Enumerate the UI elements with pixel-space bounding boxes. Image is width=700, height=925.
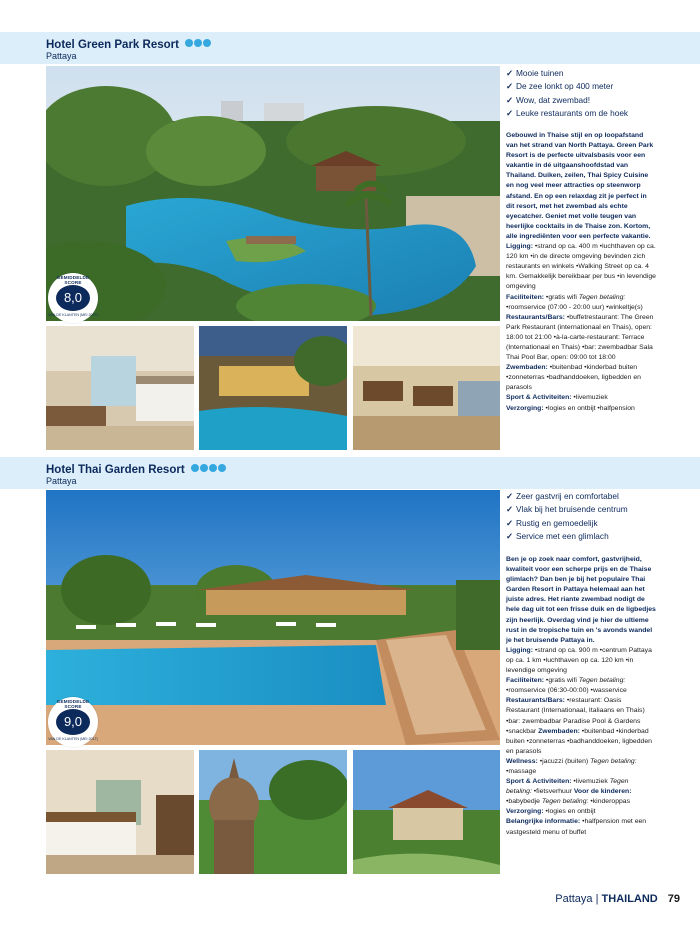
- list-item: ✓ Mooie tuinen: [506, 67, 628, 80]
- hotel2-description: Ben je op zoek naar comfort, gastvrijheid, kwaliteit voor een scherpe prijs en de Thaise glimlach? Dan ben je bij het populaire Thai Garden Resort in Pattaya helemaal aan het juiste adres. Het riante zwembad nodigt de hele dag uit tot een frisse duik en de ligbedjes zijn heerlijk. Overdag vind je hier de ultieme rust in de tropische tuin en 's avonds wandel je het bruisende Pattaya in. Ligging: •strand op ca. 900 m •centrum Pattaya op ca. 1 km •luchthaven op ca. 120 km •in levendige omgeving Faciliteiten: •gratis wifi Tegen betaling: •roomservice (06:30-00:00) •wasservice Restaurants/Bars: •restaurant: Oasis Restaurant (Internationaal, Italiaans en Thais) •bar: zwembadbar Paradise Pool & Gardens •snackbar Zwembaden: •buitenbad •kinderbad buiten •zonneterras •badhanddoeken, ligbedden en parasols Wellness: •jacuzzi (buiten) Tegen betaling: •massage Sport & Activiteiten: •livemuziek Tegen betaling: •fietsverhuur Voor de kinderen: •babybedje Tegen betaling: •kinderoppas Verzorging: •logies en ontbijt Belangrijke informatie: •halfpension met een vastgesteld menu of buffet: [506, 556, 656, 836]
- hotel2-title: Hotel Thai Garden Resort: [46, 463, 227, 476]
- hotel2-room-photo: [46, 750, 194, 874]
- page-number: 79: [667, 893, 680, 905]
- score-label: GEMIDDELDE SCORE: [56, 699, 90, 709]
- list-item: ✓ Rustig en gemoedelijk: [506, 517, 628, 530]
- hotel1-main-photo: [46, 66, 500, 321]
- hotel1-pool-night-photo: [199, 326, 347, 450]
- check-icon: ✓: [506, 107, 513, 118]
- footer-separator: |: [592, 893, 602, 905]
- hotel1-title: Hotel Green Park Resort: [46, 38, 212, 51]
- hotel2-garden-photo: [353, 750, 500, 874]
- footer-country: THAILAND: [601, 893, 658, 905]
- hotel1-room-photo: [46, 326, 194, 450]
- list-item: ✓ Leuke restaurants om de hoek: [506, 107, 628, 120]
- footer-city: Pattaya: [555, 893, 593, 905]
- rating-icon: [185, 38, 212, 50]
- hotel2-score-badge: [48, 697, 98, 747]
- check-icon: ✓: [506, 94, 513, 105]
- hotel2-header-band: [0, 457, 700, 489]
- hotel1-score-badge: [48, 273, 98, 323]
- check-icon: ✓: [506, 81, 513, 92]
- check-icon: ✓: [506, 491, 513, 501]
- score-value: 9,0: [56, 709, 90, 735]
- hotel1-header-band: [0, 32, 700, 64]
- score-source: VAN DE KLANTEN (MEI 2017): [48, 737, 98, 741]
- hotel2-statue-photo: [199, 750, 347, 874]
- hotel1-restaurant-photo: [353, 326, 500, 450]
- hotel2-main-photo: [46, 490, 500, 745]
- score-source: VAN DE KLANTEN (MEI 2017): [48, 313, 98, 317]
- score-value: 8,0: [56, 285, 90, 311]
- list-item: ✓ Vlak bij het bruisende centrum: [506, 503, 628, 516]
- page-footer: [555, 893, 680, 905]
- list-item: ✓ Service met een glimlach: [506, 530, 628, 543]
- score-label: GEMIDDELDE SCORE: [56, 275, 90, 285]
- check-icon: ✓: [506, 504, 513, 515]
- rating-icon: [191, 463, 227, 475]
- check-icon: ✓: [506, 530, 513, 541]
- hotel2-city: Pattaya: [46, 476, 77, 486]
- hotel1-city: Pattaya: [46, 51, 77, 61]
- hotel2-highlights: [506, 490, 628, 543]
- hotel1-highlights: [506, 67, 628, 120]
- list-item: ✓ De zee lonkt op 400 meter: [506, 80, 628, 93]
- list-item: ✓ Zeer gastvrij en comfortabel: [506, 490, 628, 503]
- check-icon: ✓: [506, 68, 513, 78]
- list-item: ✓ Wow, dat zwembad!: [506, 94, 628, 107]
- check-icon: ✓: [506, 517, 513, 528]
- hotel1-description: Gebouwd in Thaise stijl en op loopafstand van het strand van North Pattaya. Green Park Resort is de perfecte uitvalsbasis voor een vakantie in dé uitgaanshoofdstad van Thailand. Duiken, zeilen, Thai Spicy Cuisine en nog veel meer attracties op steenworp afstand. En op een relaxdag zit je perfect in dit resort, met het zwembad als echte eyecatcher. Geniet met volle teugen van heerlijke cocktails in de Thaise zon. Kortom, alle ingrediënten voor een perfecte vakantie. Ligging: •strand op ca. 400 m •luchthaven op ca. 120 km •in de directe omgeving bevinden zich restaurants en winkels •Walking Street op ca. 4 km. Gemakkelijk bereikbaar per bus •in levendige omgeving Faciliteiten: •gratis wifi Tegen betaling: •roomservice (07:00 - 20:00 uur) •winkeltje(s) Restaurants/Bars: •buffetrestaurant: The Green Park Restaurant (internationaal en Thais), open: 18:00 tot 21:00 •à-la-carte-restaurant: Terrace (Internationaal en Thais) •bar: zwembadbar Sala Thai Pool Bar, open: 09:00 tot 18:00 Zwembaden: •buitenbad •kinderbad buiten •zonneterras •badhanddoeken, ligbedden en parasols Sport & Activiteiten: •livemuziek Verzorging: •logies en ontbijt •halfpension: [506, 132, 656, 412]
